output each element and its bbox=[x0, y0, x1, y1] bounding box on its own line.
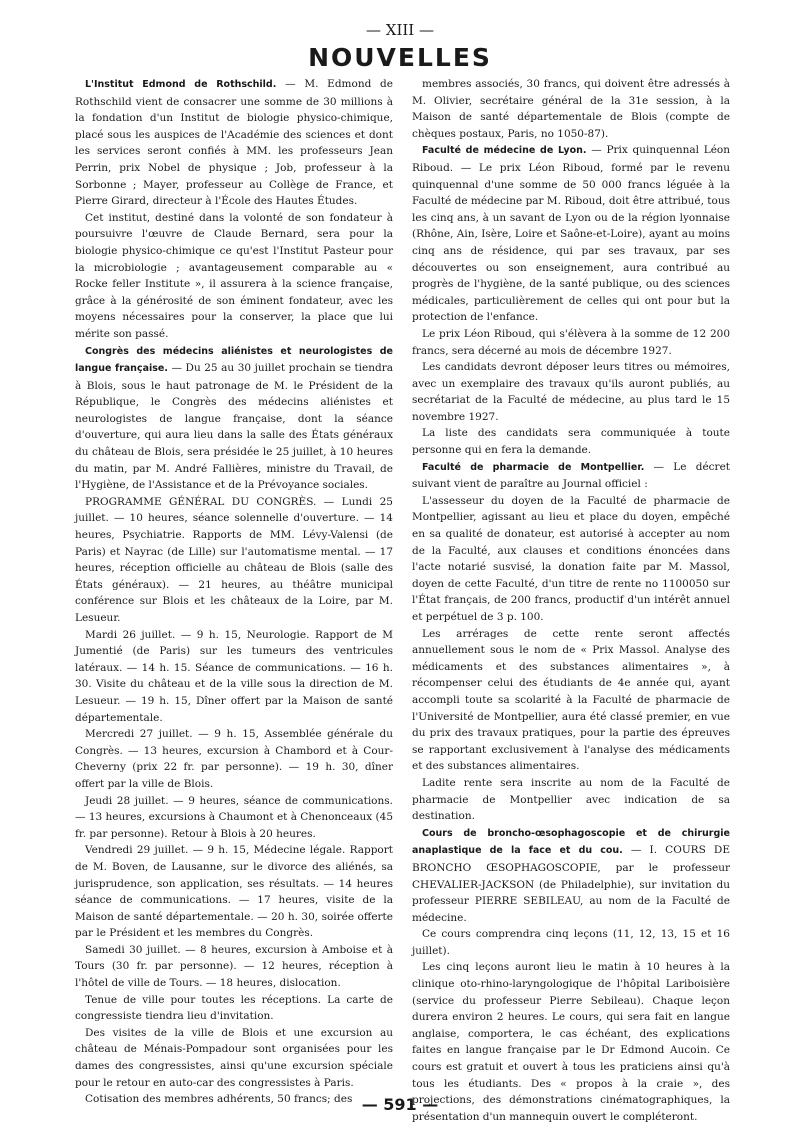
paragraph bbox=[412, 359, 730, 425]
paragraph bbox=[412, 926, 730, 959]
paragraph-text: Cotisation des membres adhérents, 50 francs; des bbox=[85, 1093, 353, 1106]
page-number: — 591 — bbox=[361, 1095, 439, 1114]
paragraph bbox=[75, 1025, 393, 1091]
paragraph bbox=[75, 343, 393, 494]
paragraph bbox=[75, 726, 393, 792]
paragraph-text: La liste des candidats sera communiquée à toute personne qui en fera la demande. bbox=[412, 427, 730, 457]
paragraph-text: membres associés, 30 francs, qui doivent être adressés à M. Olivier, secrétaire général de la 31e session, à la Maison de santé départementale de Blois (compte de chèques postaux, Paris, no 1050-87). bbox=[412, 78, 730, 140]
paragraph-heading: Faculté de médecine de Lyon. bbox=[422, 145, 587, 157]
paragraph bbox=[412, 326, 730, 359]
left-column bbox=[75, 76, 393, 1106]
paragraph bbox=[75, 842, 393, 942]
paragraph-text: — M. Edmond de Rothschild vient de consacrer une somme de 30 millions à la fondation d'un Institut de biologie physico-chimique, placé sous les auspices de l'Académie des sciences et dont les services seront confiés à MM. les professeurs Jean Perrin, prix Nobel de physique ; Job, professeur à la Sorbonne ; Mayer, professeur au Collège de France, et Pierre Girard, directeur à l'École des Hautes Études. bbox=[75, 78, 393, 208]
paragraph-text: Des visites de la ville de Blois et une excursion au château de Ménais-Pompadour sont organisées pour les dames des congressistes, ainsi qu'une excursion spéciale pour le retour en auto-car des congressistes à Paris. bbox=[75, 1026, 393, 1089]
paragraph-text: Mardi 26 juillet. — 9 h. 15, Neurologie. Rapport de M Jumentié (de Paris) sur les tumeurs des ventricules latéraux. — 14 h. 15. Séance de communications. — 16 h. 30. Visite du château et de la ville sous la direction de M. Lesueur. — 19 h. 15, Dîner offert par la Maison de santé départementale. bbox=[75, 628, 393, 724]
paragraph bbox=[75, 793, 393, 843]
paragraph-text: Tenue de ville pour toutes les réceptions. La carte de congressiste tiendra lieu d'invitation. bbox=[75, 993, 393, 1023]
paragraph-text: — I. COURS DE BRONCHO ŒSOPHAGOSCOPIE, par le professeur CHEVALIER-JACKSON (de Philadelphie), sur invitation du professeur PIERRE SEBILEAU, au nom de la Faculté de médecine. bbox=[412, 844, 730, 924]
paragraph bbox=[412, 459, 730, 493]
paragraph-text: Jeudi 28 juillet. — 9 heures, séance de communications. — 13 heures, excursions à Chaumont et à Chenonceaux (45 fr. par personne). Retour à Blois à 20 heures. bbox=[75, 794, 393, 840]
paragraph-heading: Faculté de pharmacie de Montpellier. bbox=[422, 461, 645, 473]
paragraph bbox=[75, 942, 393, 992]
paragraph-text: Les arrérages de cette rente seront affectés annuellement sous le nom de « Prix Massol. Analyse des médicaments et des substances alimentaires », à récompenser celui des étudiants de 4e année qui, ayant accompli toute sa scolarité à la Faculté de pharmacie de l'Université de Montpellier, aura été classé premier, en vue du prix des travaux pratiques, pour la partie des épreuves se rapportant exclusivement à l'analyse des médicaments et des substances alimentaires. bbox=[412, 627, 730, 773]
paragraph-text: Vendredi 29 juillet. — 9 h. 15, Médecine légale. Rapport de M. Boven, de Lausanne, sur le divorce des aliénés, sa jurisprudence, son application, ses résultats. — 14 heures séance de communications. — 17 heures, visite de la Maison de santé départementale. — 20 h. 30, soirée offerte par le Président et les membres du Congrès. bbox=[75, 844, 393, 940]
paragraph-text: — Le décret suivant vient de paraître au Journal officiel : bbox=[412, 460, 730, 491]
paragraph bbox=[412, 76, 730, 142]
paragraph bbox=[412, 425, 730, 458]
paragraph bbox=[412, 825, 730, 927]
page-roman-numeral: — XIII — bbox=[366, 21, 434, 39]
paragraph-heading: Cours de broncho-œsophagoscopie et de chirurgie anaplastique de la face et du cou. bbox=[412, 827, 730, 857]
paragraph-text: Ladite rente sera inscrite au nom de la Faculté de pharmacie de Montpellier avec indication de sa destination. bbox=[412, 776, 730, 823]
section-title: NOUVELLES bbox=[308, 43, 492, 72]
paragraph bbox=[412, 775, 730, 825]
paragraph bbox=[412, 493, 730, 626]
paragraph bbox=[75, 992, 393, 1025]
paragraph bbox=[75, 76, 393, 210]
paragraph-text: Samedi 30 juillet. — 8 heures, excursion à Amboise et à Tours (30 fr. par personne). — 12 heures, réception à l'hôtel de ville de Tours. — 18 heures, dislocation. bbox=[75, 943, 393, 990]
paragraph-text: Mercredi 27 juillet. — 9 h. 15, Assemblée générale du Congrès. — 13 heures, excursion à Chambord et à Cour-Cheverny (prix 22 fr. par personne). — 19 h. 30, dîner offert par la ville de Blois. bbox=[75, 728, 393, 790]
paragraph-text: — Du 25 au 30 juillet prochain se tiendra à Blois, sous le haut patronage de M. le Président de la République, le Congrès des médecins aliénistes et neurologistes de langue française, dont la séance d'ouverture, qui aura lieu dans la salle des États généraux du château de Blois, sera présidée le 25 juillet, à 10 heures du matin, par M. André Fallières, ministre du Travail, de l'Hygiène, de l'Assistance et de la Prévoyance sociales. bbox=[75, 362, 393, 492]
paragraph-text: Les candidats devront déposer leurs titres ou mémoires, avec un exemplaire des travaux qu'ils auront publiés, au secrétariat de la Faculté de médecine, au plus tard le 15 novembre 1927. bbox=[412, 361, 730, 423]
paragraph-heading: L'Institut Edmond de Rothschild. bbox=[85, 79, 277, 90]
paragraph-text: L'assesseur du doyen de la Faculté de pharmacie de Montpellier, agissant au lieu et place du doyen, empêché en sa qualité de donateur, est autorisé à accepter au nom de la Faculté, aux clauses et conditions énoncées dans l'acte notarié susvisé, la donation faite par M. Massol, doyen de cette Faculté, d'un titre de rente no 1100050 sur l'État français, de 200 francs, productif d'un intérêt annuel et perpétuel de 3 p. 100. bbox=[412, 494, 730, 623]
paragraph-text: Ce cours comprendra cinq leçons (11, 12, 13, 15 et 16 juillet). bbox=[412, 928, 730, 957]
paragraph bbox=[412, 142, 730, 326]
paragraph-text: Le prix Léon Riboud, qui s'élèvera à la somme de 12 200 francs, sera décerné au mois de décembre 1927. bbox=[412, 327, 730, 357]
paragraph-text: Les cinq leçons auront lieu le matin à 10 heures à la clinique oto-rhino-laryngologique de l'hôpital Lariboisière (service du professeur Pierre Sebileau). Chaque leçon durera environ 2 heures. Le cours, qui sera fait en langue anglaise, comportera, le cas échéant, des explications faites en langue française par le Dr Edmond Aucoin. Ce cours est gratuit et ouvert à tous les praticiens ainsi qu'à tous les étudiants. Des « propos à la craie », des projections, des démonstrations cinématographiques, la présentation d'un mannequin ouvert le compléteront. bbox=[412, 961, 730, 1123]
paragraph-heading: Congrès des médecins aliénistes et neurologistes de langue française. bbox=[75, 345, 393, 375]
right-column bbox=[412, 76, 730, 1123]
paragraph-text: Cet institut, destiné dans la volonté de son fondateur à poursuivre l'œuvre de Claude Bernard, sera pour la biologie physico-chimique ce qu'est l'Institut Pasteur pour la microbiologie ; avantageusement comparable au « Rocke feller Institute », il assurera à la science française, grâce à la générosité de son éminent fondateur, avec les moyens nécessaires pour la conserver, la place que lui mérite son passé. bbox=[75, 211, 393, 340]
paragraph-text: PROGRAMME GÉNÉRAL DU CONGRÈS. — Lundi 25 juillet. — 10 heures, séance solennelle d'ouverture. — 14 heures, Psychiatrie. Rapports de MM. Lévy-Valensi (de Paris) et Nayrac (de Lille) sur l'automatisme mental. — 17 heures, réception officielle au château de Blois (salle des États généraux). — 21 heures, au théâtre municipal conférence sur Blois et les châteaux de la Loire, par M. Lesueur. bbox=[75, 495, 393, 624]
paragraph-text: — Prix quinquennal Léon Riboud. — Le prix Léon Riboud, formé par le revenu quinquennal d'une somme de 50 000 francs léguée à la Faculté de médecine par M. Riboud, doit être attribué, tous les cinq ans, à un savant de Lyon ou de la région lyonnaise (Rhône, Ain, Isère, Loire et Saône-et-Loire), ayant au moins cinq ans de résidence, qui par ses travaux, par ses découvertes ou son enseignement, aura contribué au progrès de l'hygiène, de la santé publique, ou des sciences médicales, particulièrement de celles qui ont pour but la protection de l'enfance. bbox=[412, 144, 730, 324]
paragraph bbox=[75, 627, 393, 727]
paragraph bbox=[412, 626, 730, 775]
paragraph bbox=[75, 210, 393, 343]
paragraph bbox=[75, 494, 393, 627]
